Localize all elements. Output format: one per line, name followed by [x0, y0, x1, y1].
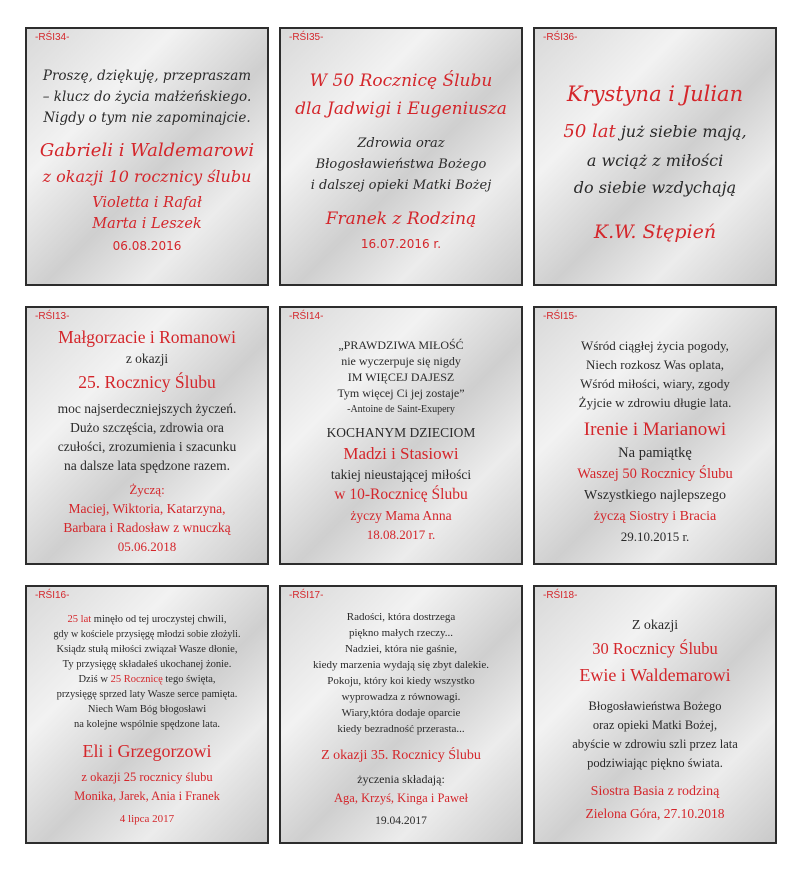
plate-rsi18[interactable]	[533, 585, 777, 844]
text-line: Proszę, dziękuję, przepraszam	[42, 68, 252, 84]
text-line: na kolejne wspólnie spędzone lata.	[73, 718, 221, 730]
text-line: – klucz do życia małżeńskiego.	[42, 89, 252, 105]
plate-rsi16[interactable]	[25, 585, 269, 844]
signature-line: Monika, Jarek, Ania i Franek	[74, 788, 220, 803]
quote-line: Tym więcej Ci jej zostaje”	[337, 386, 465, 400]
text-line: piękno małych rzeczy...	[348, 627, 454, 639]
occasion-line: 25. Rocznicy Ślubu	[78, 372, 216, 392]
text-line: Wiary,która dodaje oparcie	[341, 707, 461, 719]
text-line: Dużo szczęścia, zdrowia ora	[70, 420, 224, 435]
signature-line: Życzą:	[129, 482, 165, 497]
signature-line: życzy Mama Anna	[350, 508, 452, 523]
text-line: Z okazji	[631, 617, 679, 633]
text-line: Nigdy o tym nie zapominajcie.	[43, 110, 251, 126]
text-line: Wszystkiego najlepszego	[584, 487, 726, 503]
signature-line: Aga, Krzyś, Kinga i Paweł	[334, 791, 468, 805]
occasion-line: Z okazji 35. Rocznicy Ślubu	[321, 748, 481, 763]
text-line: Na pamiątkę	[618, 444, 692, 461]
text-line: życzenia składają:	[357, 772, 445, 786]
plate-rsi14[interactable]	[279, 306, 523, 565]
recipient-line: Ewie i Waldemarowi	[579, 664, 731, 685]
signature-line: życzą Siostry i Bracia	[593, 508, 717, 524]
plate-code: -RŚI16-	[35, 590, 70, 601]
text-line: do siebie wzdychają	[573, 177, 737, 197]
quote-line: nie wyczerpuje się nigdy	[341, 354, 461, 368]
plate-rsi36[interactable]	[533, 27, 777, 286]
text-line: takiej nieustającej miłości	[330, 467, 472, 482]
text-line: Niech rozkosz Was oplata,	[585, 356, 725, 372]
text-fragment: tego święta,	[165, 673, 216, 685]
plate-rsi15[interactable]	[533, 306, 777, 565]
years-highlight: 25 lat	[67, 613, 92, 625]
recipient-line: Madzi i Stasiowi	[343, 444, 459, 463]
date-line: 06.08.2016	[112, 239, 182, 253]
plate-code: -RŚI15-	[543, 311, 578, 322]
text-line: Zdrowia oraz	[357, 136, 445, 151]
text-line	[33, 672, 261, 687]
date-line: 19.04.2017	[375, 815, 427, 827]
signature-line: Maciej, Wiktoria, Katarzyna,	[68, 501, 226, 516]
text-line: Błogosławieństwa Bożego	[315, 157, 487, 172]
occasion-line: w 10-Rocznicę Ślubu	[334, 486, 468, 503]
signature-line: Barbara i Radosław z wnuczką	[63, 520, 231, 535]
recipient-line: Eli i Grzegorzowi	[82, 740, 212, 761]
text-line: Radości, która dostrzega	[346, 611, 456, 623]
text-line: z okazji	[125, 351, 169, 366]
text-line: Nadziei, która nie gaśnie,	[344, 643, 458, 655]
date-line: 4 lipca 2017	[119, 812, 175, 825]
text-line: podziwiając piękno świata.	[587, 755, 723, 770]
text-line: Wśród ciągłej życia pogody,	[581, 337, 729, 353]
plate-rsi17[interactable]	[279, 585, 523, 844]
text-line: Ty przysięgę składałeś ukochanej żonie.	[62, 658, 232, 670]
plate-code: -RŚI34-	[35, 32, 70, 43]
date-line: 29.10.2015 r.	[620, 528, 690, 544]
plate-rsi35[interactable]	[279, 27, 523, 286]
signature-line: Siostra Basia z rodziną	[590, 783, 720, 799]
text-line: na dalsze lata spędzone razem.	[63, 458, 231, 473]
recipient-line: W 50 Rocznicę Ślubu	[309, 71, 493, 91]
quote-line: IM WIĘCEJ DAJESZ	[347, 370, 455, 384]
recipient-line: Gabrieli i Waldemarowi	[39, 140, 255, 161]
text-line: KOCHANYM DZIECIOM	[326, 425, 476, 440]
text-line: czułości, zrozumienia i szacunku	[57, 439, 237, 454]
signature-line: K.W. Stępień	[593, 220, 717, 243]
plate-rsi13[interactable]	[25, 306, 269, 565]
date-line: 18.08.2017 r.	[366, 527, 436, 542]
text-line: abyście w zdrowiu szli przez lata	[572, 736, 738, 751]
plate-code: -RŚI35-	[289, 32, 324, 43]
quote-author: -Antoine de Saint-Exupery	[347, 404, 455, 415]
signature-line: Marta i Leszek	[92, 216, 202, 232]
text-line: a wciąż z miłości	[586, 150, 724, 170]
date-line: 16.07.2016 r.	[360, 237, 442, 251]
occasion-line: 30 Rocznicy Ślubu	[592, 638, 718, 658]
occasion-highlight: 25 Rocznicę	[110, 673, 163, 685]
text-line	[541, 117, 769, 147]
text-line: wyprowadza z równowagi.	[341, 691, 461, 703]
text-line: kiedy marzenia wydają się zbyt dalekie.	[313, 659, 489, 671]
text-line: i dalszej opieki Matki Bożej	[310, 178, 492, 193]
text-line: Błogosławieństwa Bożego	[588, 698, 722, 713]
recipient-line: Irenie i Marianowi	[583, 418, 727, 440]
text-fragment: Dziś w	[78, 673, 108, 685]
recipient-line: Małgorzacie i Romanowi	[58, 327, 236, 347]
signature-line: Violetta i Rafał	[92, 195, 202, 211]
text-line: Wśród miłości, wiary, zgody	[580, 375, 730, 391]
date-line: 05.06.2018	[117, 539, 177, 554]
plate-code: -RŚI36-	[543, 32, 578, 43]
plate-code: -RŚI14-	[289, 311, 324, 322]
occasion-line: Waszej 50 Rocznicy Ślubu	[577, 465, 733, 482]
text-line: Pokoju, który koi kiedy wszystko	[327, 675, 475, 687]
text-line: oraz opieki Matki Bożej,	[592, 717, 718, 732]
text-fragment: już siebie mają,	[620, 121, 747, 141]
recipient-line: dla Jadwigi i Eugeniusza	[295, 99, 507, 119]
text-line: Żyjcie w zdrowiu długie lata.	[578, 394, 732, 410]
years-highlight: 50 lat	[563, 120, 616, 142]
plate-code: -RŚI17-	[289, 590, 324, 601]
date-line: Zielona Góra, 27.10.2018	[585, 805, 725, 821]
plate-rsi34[interactable]	[25, 27, 269, 286]
recipient-line: Krystyna i Julian	[566, 81, 744, 106]
text-line: Niech Wam Bóg błogosławi	[87, 703, 207, 715]
plate-code: -RŚI13-	[35, 311, 70, 322]
text-line: kiedy bezradność przerasta...	[337, 723, 465, 735]
text-line	[33, 612, 261, 627]
plate-code: -RŚI18-	[543, 590, 578, 601]
occasion-line: z okazji 25 rocznicy ślubu	[81, 769, 213, 784]
text-line: moc najserdeczniejszych życzeń.	[57, 401, 237, 416]
text-fragment: minęło od tej uroczystej chwili,	[93, 613, 227, 625]
signature-line: Franek z Rodziną	[325, 209, 477, 229]
recipient-line: z okazji 10 rocznicy ślubu	[42, 167, 252, 186]
text-line: gdy w kościele przysięgę młodzi sobie złożyli.	[53, 628, 241, 640]
text-line: przysięgę sprzed laty Wasze serce pamięta.	[56, 688, 238, 700]
text-line: Ksiądz stułą miłości związał Wasze dłonie,	[56, 643, 238, 655]
quote-line: „PRAWDZIWA MIŁOŚĆ	[338, 338, 464, 352]
